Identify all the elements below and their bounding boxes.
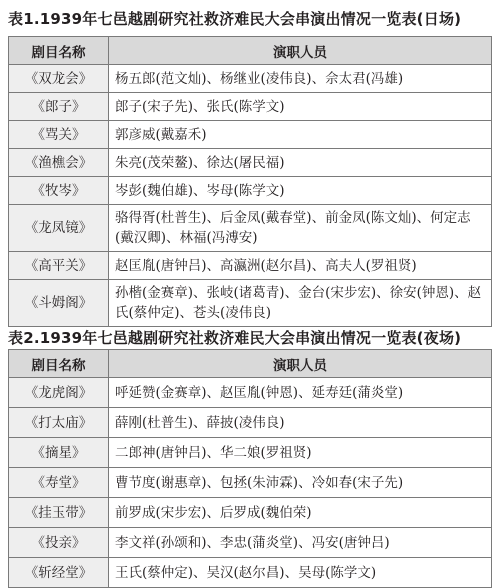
- table1: [8, 36, 492, 327]
- cast-list: 骆得胥(杜普生)、后金凤(戴春堂)、前金凤(陈文灿)、何定志(戴汉卿)、林福(冯溥安): [109, 205, 492, 252]
- cast-list: 郎子(宋子先)、张氏(陈学文): [109, 93, 492, 121]
- play-name: 《牧岑》: [9, 177, 109, 205]
- cast-list: 薛刚(杜普生)、薛披(凌伟良): [109, 408, 492, 438]
- cast-list: 李文祥(孙颂和)、李忠(蒲炎堂)、冯安(唐钟吕): [109, 528, 492, 558]
- table-row: [9, 121, 492, 149]
- play-name: 《打太庙》: [9, 408, 109, 438]
- table-row: [9, 205, 492, 252]
- table-header-row: [9, 37, 492, 65]
- play-name: 《渔樵会》: [9, 149, 109, 177]
- play-name: 《龙凤镜》: [9, 205, 109, 252]
- play-name: 《挂玉带》: [9, 498, 109, 528]
- play-name: 《高平关》: [9, 252, 109, 280]
- cast-list: 孙楷(金赛章)、张岐(诸葛青)、金台(宋步宏)、徐安(钟恩)、赵氏(蔡仲定)、苍头(凌伟良): [109, 280, 492, 327]
- table2-title: 表2.1939年七邑越剧研究社救济难民大会串演出情况一览表(夜场): [8, 329, 462, 347]
- play-name: 《郎子》: [9, 93, 109, 121]
- table2: [8, 349, 492, 588]
- cast-list: 二郎神(唐钟吕)、华二娘(罗祖贤): [109, 438, 492, 468]
- table-row: [9, 177, 492, 205]
- play-name: 《斩经堂》: [9, 558, 109, 588]
- cast-list: 呼延赞(金赛章)、赵匡胤(钟恩)、延寿廷(蒲炎堂): [109, 378, 492, 408]
- column-header-play: 剧目名称: [9, 350, 109, 378]
- play-name: 《斗姆阁》: [9, 280, 109, 327]
- table-row: [9, 93, 492, 121]
- table1-title: 表1.1939年七邑越剧研究社救济难民大会串演出情况一览表(日场): [8, 10, 462, 28]
- column-header-play: 剧目名称: [9, 37, 109, 65]
- cast-list: 前罗成(宋步宏)、后罗成(魏伯荣): [109, 498, 492, 528]
- cast-list: 朱亮(茂荣鳌)、徐达(屠民福): [109, 149, 492, 177]
- table-row: [9, 65, 492, 93]
- cast-list: 郭彦威(戴嘉禾): [109, 121, 492, 149]
- table-row: [9, 378, 492, 408]
- table-row: [9, 149, 492, 177]
- table-row: [9, 468, 492, 498]
- play-name: 《投亲》: [9, 528, 109, 558]
- column-header-cast: 演职人员: [109, 350, 492, 378]
- table-header-row: [9, 350, 492, 378]
- table-row: [9, 408, 492, 438]
- play-name: 《龙虎阁》: [9, 378, 109, 408]
- play-name: 《寿堂》: [9, 468, 109, 498]
- table-row: [9, 498, 492, 528]
- play-name: 《双龙会》: [9, 65, 109, 93]
- cast-list: 赵匡胤(唐钟吕)、高瀛洲(赵尔昌)、高夫人(罗祖贤): [109, 252, 492, 280]
- cast-list: 岑彭(魏伯雄)、岑母(陈学文): [109, 177, 492, 205]
- cast-list: 杨五郎(范文灿)、杨继业(凌伟良)、佘太君(冯雄): [109, 65, 492, 93]
- table-row: [9, 280, 492, 327]
- play-name: 《摘星》: [9, 438, 109, 468]
- cast-list: 王氏(蔡仲定)、吴汉(赵尔昌)、吴母(陈学文): [109, 558, 492, 588]
- cast-list: 曹节度(谢惠章)、包拯(朱沛霖)、冷如春(宋子先): [109, 468, 492, 498]
- table-row: [9, 528, 492, 558]
- column-header-cast: 演职人员: [109, 37, 492, 65]
- table-row: [9, 252, 492, 280]
- play-name: 《骂关》: [9, 121, 109, 149]
- table-row: [9, 438, 492, 468]
